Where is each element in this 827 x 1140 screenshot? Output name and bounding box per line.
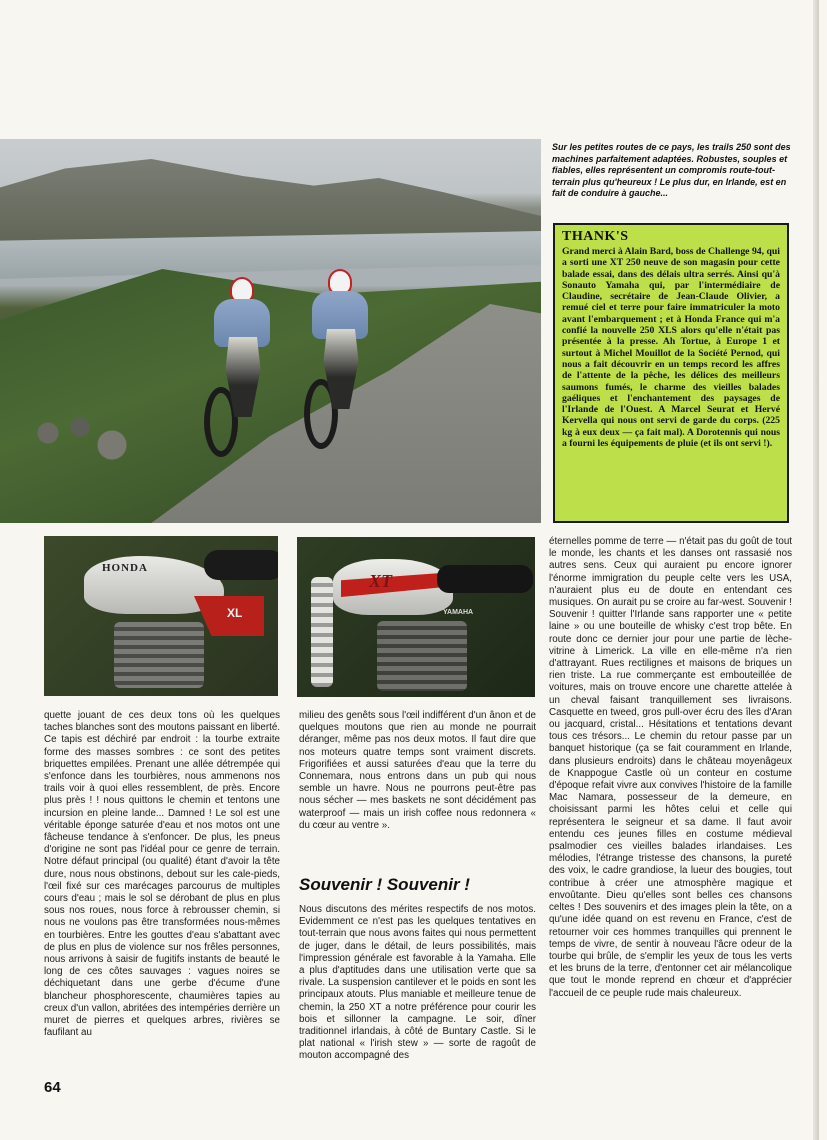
- page-edge: [813, 0, 819, 1140]
- text-column-middle-bottom: [299, 904, 536, 1063]
- body-paragraph: milieu des genêts sous l'œil indifférent d'un ânon et de quelques moutons que rien au monde ne pourrait déranger, même pas nos deux motos. Il faut dire que nos moteurs quatre temps sont vraiment discrets. Frigorifiées et aussi saturées d'eau que la terre du Connemara, nous entrons dans un pub qui nous semble un havre. Nous ne pourrons peut-être pas nous sécher — mes baskets ne sont décidément pas waterproof — mais un irish coffee nous redonnera « du cœur au ventre ».: [299, 710, 536, 831]
- engine-shape: [377, 621, 467, 691]
- yamaha-xt-photo: [297, 537, 535, 697]
- rocks-shape: [0, 409, 160, 469]
- fork-shape: [311, 577, 333, 687]
- honda-logo: HONDA: [102, 562, 148, 574]
- text-column-middle-top: [299, 710, 536, 832]
- thanks-title: THANK'S: [562, 229, 629, 244]
- body-paragraph: Nous discutons des mérites respectifs de nos motos. Evidemment ce n'est pas les quelques tentatives en tout-terrain que nous avons faites qui nous permettent de juger, dans le détail, de leurs possibilités, mais l'impression générale est favorable à la Yamaha. Elle a plus d'aptitudes dans une utilisation verte que sa rivale. La suspension cantilever et le poids en sont les principaux atouts. Plus maniable et meilleure tenue de chemin, la 250 XT a notre préférence pour courir les bois et sillonner la campagne. Le soir, dîner traditionnel irlandais, à côté de Buntary Castle. Si le plat national « l'irish stew » — sorte de ragoût de mouton accompagné des: [299, 904, 536, 1062]
- text-column-right: [549, 536, 792, 1000]
- thanks-box: [553, 223, 789, 523]
- body-paragraph: quette jouant de ces deux tons où les quelques taches blanches sont des moutons paissant en liberté. Ce tapis est déchiré par endroit : la tourbe extraite forme des masses sombres : ce sont des petites briquettes empilées. Prenant une allée détrempée qui s'enfonce dans les tourbières, nous ammenons nos trails voir à quoi elles ressemblent, de près. Encore plus près ! ! nous quittons le chemin et tentons une incursion en pleine lande... Damned ! Le sol est une véritable éponge saturée d'eau et nos motos ont une fâcheuse tendance à s'enfoncer. De plus, les pneus d'origine ne sont pas l'idéal pour ce genre de terrain. Notre défaut principal (ou qualité) étant d'avoir la tête dure, nous nous obstinons, debout sur les cale-pieds, l'œil fixé sur ces marécages parcourus de multiples cours d'eau ; mais le sol se dérobant de plus en plus sous nos roues, nous force à rebrousser chemin, si nous ne voulons pas être transformées nous-mêmes en tourbières. Entre les gouttes d'eau s'abattant avec de plus en plus de violence sur nos frêles personnes, nous arrivons à saisir de fugitifs instants de beauté le long de ces côtes sauvages : vagues noires se déchiquetant dans une gerbe d'écume d'une blancheur phosphorescente, chaumières tapies au creux d'un vallon, abritées des intempéries derrière un muret de pierres et quelques arbres, rivières se faufilant au: [44, 710, 280, 1039]
- section-heading: Souvenir ! Souvenir !: [299, 875, 470, 894]
- seat-shape: [437, 565, 533, 593]
- xt-logo: XT: [369, 571, 393, 591]
- thanks-body: Grand merci à Alain Bard, boss de Challenge 94, qui a sorti une XT 250 neuve de son magasin pour cette balade essai, dans des délais ultra serrés. Ainsi qu'à Sonauto Yamaha qui, par l'intermédiaire de Claudine, secrétaire de Jean-Claude Olivier, a remué ciel et terre pour faire immatriculer la moto avant l'embarquement ; et à Honda France qui m'a confié la nouvelle 250 XLS alors qu'elle n'était pas présentée à la presse. Ah Tortue, à Europe 1 et surtout à Michel Mouillot de la Société Pernod, qui nous a fait découvrir en un temps record les affres de l'attente de la pêche, les délices des meilleurs saumons fumés, le charme des vieilles balades gaéliques et l'enchantement des paysages de l'Irlande de l'Ouest. A Marcel Seurat et Hervé Kervella qui nous ont servi de garde du corps. (225 kg à eux deux — ça fait mal). A Dorotennis qui nous a fourni les équipements de pluie (et ils ont servi !).: [562, 246, 780, 450]
- engine-shape: [114, 622, 204, 688]
- body-paragraph: éternelles pomme de terre — n'était pas du goût de tout le monde, les chants et les danses ont rassasié nos autres sens. Ceux qui auraient pu encore ignorer l'énorme immigration du peuple celte vers les USA, n'auraient plus eu de doute en entendant ces musiques. On aurait pu se croire au far-west. Souvenir ! Souvenir ! quitter l'Irlande sans rapporter une « petite laine » ou une bouteille de whisky c'est trop bête. En route donc ce dernier jour pour une partie de lèche-vitrine à Limerick. La ville en elle-même n'a rien d'attrayant. Rues rectilignes et maisons de briques un rien triste. La rue commerçante est embouteillée de voitures, mais on trouve encore une charette attelée à un cheval faisant tranquillement ses livraisons. Casquette en tweed, gros pull-over écru des îles d'Aran ou jacquard, cristal... Hésitations et tentations devant tous ces trésors... Le chemin du retour passe par un banquet historique (ça se fait couramment en Irlande, dans plusieurs endroits) dans le château moyenâgeux de Knappogue Castle où un conteur en costume d'époque refait vivre aux convives l'histoire de la famille Mac Namara, possesseur de la demeure, en choisissant parmi les hôtes celui et celle qui représentera le seigneur et sa dame. Il faut avoir entendu ces jeunes filles en costume médieval psalmodier ces vieilles balades irlandaises. Les mélodies, l'étrange tristesse des chansons, la pureté des voix, le cadre grandiose, la lueur des bougies, tout contribue à créer une atmosphère magique et envoûtante. Dieu qu'elles sont belles ces chansons celtes ! Des souvenirs et des images plein la tête, on a qu'une idée quand on est revenu en France, c'est de retourner voir ces hommes tranquilles qui prennent le temps de vivre, de sentir à nouveau l'âcre odeur de la tourbe qui brûle, de s'emplir les yeux de tous les verts et les bruns de la terre, d'entonner cet air mélancolique que tout le monde reprend en chœur et d'apprécier l'accueil de ce peuple rude mais chaleureux.: [549, 536, 792, 999]
- honda-model-label: XL: [227, 606, 243, 620]
- yamaha-logo: YAMAHA: [443, 609, 474, 616]
- photo-caption: Sur les petites routes de ce pays, les trails 250 sont des machines parfaitement adaptées. Robustes, souples et fiables, elles représentent un compromis route-tout-terrain plus qu'heureux ! Le plus dur, en Irlande, est en fait de conduire à gauche...: [552, 142, 791, 199]
- seat-shape: [204, 550, 278, 580]
- page-number: 64: [44, 1079, 61, 1096]
- landscape-photo: [0, 139, 541, 523]
- honda-photo: [44, 536, 278, 696]
- text-column-left: [44, 710, 280, 1039]
